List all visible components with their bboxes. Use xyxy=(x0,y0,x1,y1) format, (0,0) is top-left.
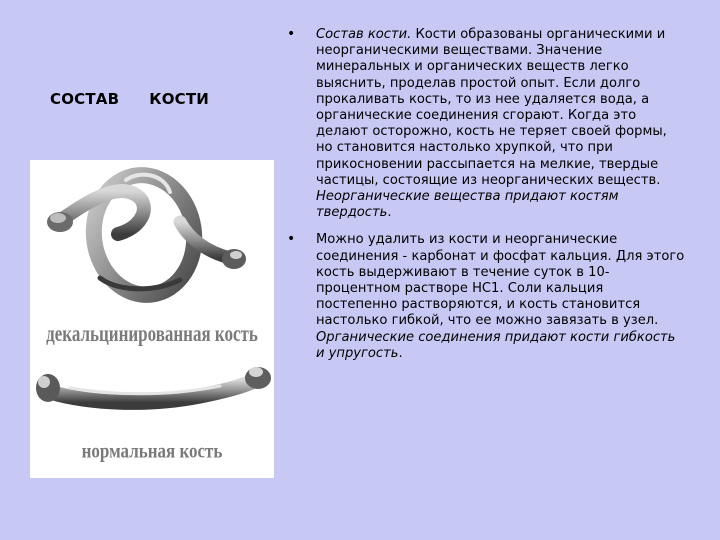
bullet-marker: • xyxy=(287,231,296,248)
bullet-text: Можно удалить из кости и неорганические соединения - карбонат и фосфат кальция. Для этого кость выдерживают в течение суток в 10-процентном растворе НС1. Соли кальция постепенно растворяются, и кость становится настолько гибкой, что ее можно завязать в узел. xyxy=(316,232,685,329)
bullet-lead: Состав кости. xyxy=(316,27,412,42)
bullet-list xyxy=(287,27,687,373)
slide-title xyxy=(50,90,209,108)
title-word-2: КОСТИ xyxy=(149,90,210,108)
bullet-decalcification xyxy=(287,232,687,362)
bullet-text: Кости образованы органическими и неорганическими веществами. Значение минеральных и органических веществ легко выяснить, проделав простой опыт. Если долго прокаливать кость, то из нее удаляется вода, а органические соединения сгорают. Когда это делают осторожно, кость не теряет своей формы, но становится настолько хрупкой, что при прикосновении рассыпается на мелкие, твердые частицы, состоящие из неорганических веществ. xyxy=(316,27,667,188)
caption-normal: нормальная кость xyxy=(81,439,223,464)
bullet-composition xyxy=(287,27,687,221)
bone-figure xyxy=(30,160,274,478)
bullet-conclusion: Неорганические вещества придают костям твердость xyxy=(316,189,619,221)
bullet-marker: • xyxy=(287,26,296,42)
bone-illustration xyxy=(30,160,274,478)
normal-bone xyxy=(36,367,271,402)
bullet-conclusion: Органические соединения придают кости гибкость и упругость xyxy=(316,329,676,361)
knotted-bone xyxy=(47,169,246,302)
title-word-1: СОСТАВ xyxy=(50,90,120,108)
bullet-end: . xyxy=(398,345,403,361)
bullet-end: . xyxy=(387,205,392,221)
caption-decalcified: декальцинированная кость xyxy=(46,321,258,347)
